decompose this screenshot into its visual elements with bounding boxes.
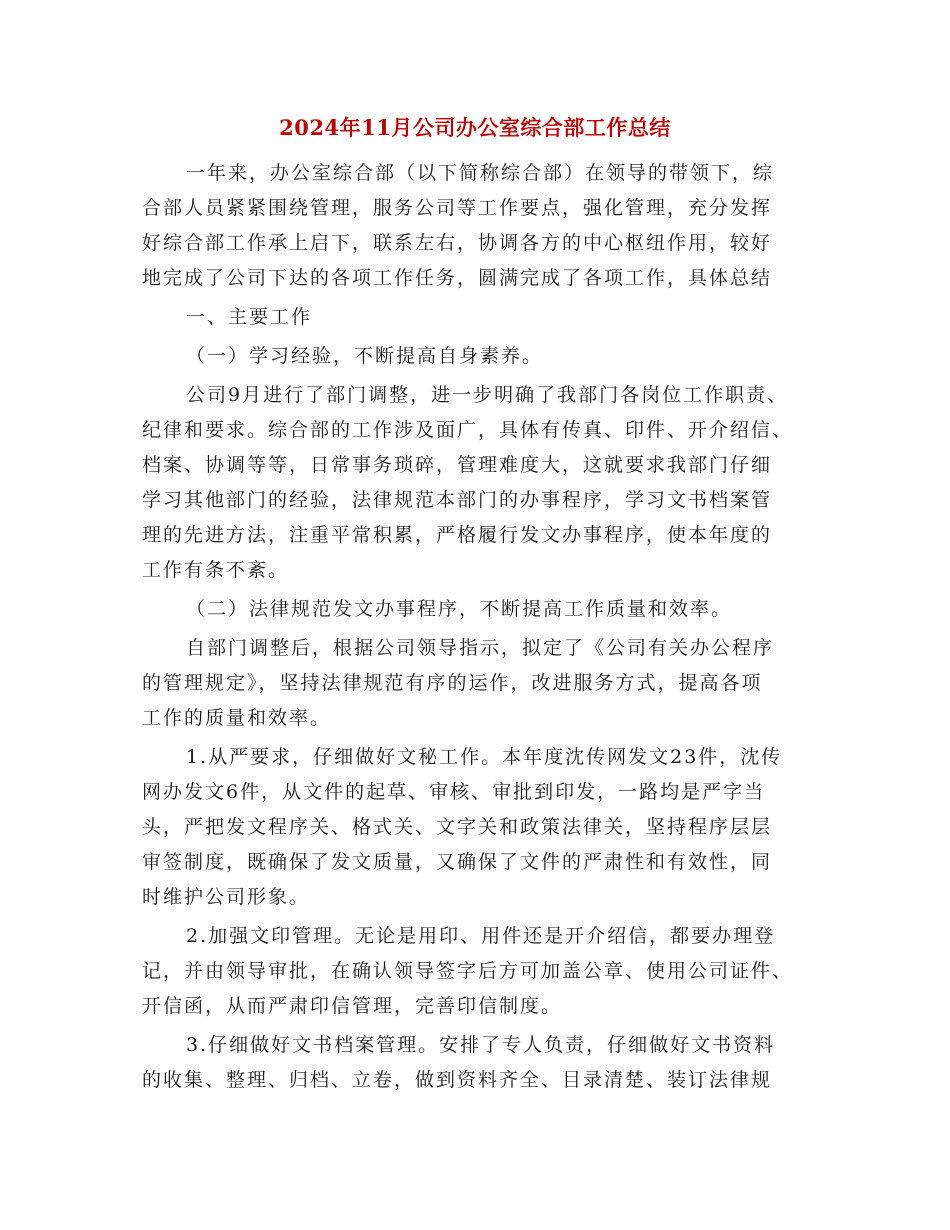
text-line: 网办发文6件，从文件的起草、审核、审批到印发，一路均是严字当 xyxy=(142,781,766,803)
paragraph-regulations xyxy=(142,631,807,736)
text-line: 学习其他部门的经验，法律规范本部门的办事程序，学习文书档案管 xyxy=(142,489,773,511)
paragraph-item-3 xyxy=(142,1028,807,1098)
text-line: 时维护公司形象。 xyxy=(142,886,311,908)
text-line: 的管理规定》，坚持法律规范有序的运作，改进服务方式，提高各项 xyxy=(142,672,763,694)
text-line: 合部人员紧紧围绕管理，服务公司等工作要点，强化管理，充分发挥 xyxy=(142,197,773,219)
subheading-learning xyxy=(142,339,807,374)
text-line: 自部门调整后，根据公司领导指示，拟定了《公司有关办公程序 xyxy=(186,637,775,659)
text-line: 的收集、整理、归档、立卷，做到资料齐全、目录清楚、装订法律规 xyxy=(142,1069,773,1091)
text-line: 档案、协调等等，日常事务琐碎，管理难度大，这就要求我部门仔细 xyxy=(142,454,773,476)
text-line: 好综合部工作承上启下，联系左右，协调各方的中心枢纽作用，较好 xyxy=(142,232,773,254)
paragraph-item-2 xyxy=(142,919,807,1024)
document-title: 2024年11月公司办公室综合部工作总结 xyxy=(279,115,671,140)
paragraph-item-1 xyxy=(142,740,807,915)
text-line: 一、主要工作 xyxy=(186,306,313,328)
text-line: 2.加强文印管理。无论是用印、用件还是开介绍信，都要办理登 xyxy=(186,925,776,947)
text-line: 公司9月进行了部门调整，进一步明确了我部门各岗位工作职责、 xyxy=(186,384,789,406)
text-line: 一年来，办公室综合部（以下简称综合部）在领导的带领下，综 xyxy=(186,162,775,184)
section-heading-main-work xyxy=(142,300,807,335)
text-line: 工作有条不紊。 xyxy=(142,559,290,581)
text-line: 开信函，从而严肃印信管理，完善印信制度。 xyxy=(142,995,563,1017)
paragraph-department-adjustment xyxy=(142,378,807,588)
text-line: 地完成了公司下达的各项工作任务，圆满完成了各项工作，具体总结 xyxy=(142,267,773,289)
paragraph-intro xyxy=(142,156,807,296)
text-line: 纪律和要求。综合部的工作涉及面广，具体有传真、印件、开介绍信、 xyxy=(142,419,794,441)
text-line: 工作的质量和效率。 xyxy=(142,707,332,729)
text-line: （一）学习经验，不断提高自身素养。 xyxy=(186,345,544,367)
text-line: 头，严把发文程序关、格式关、文字关和政策法律关，坚持程序层层 xyxy=(142,816,773,838)
text-line: 3.仔细做好文书档案管理。安排了专人负责，仔细做好文书资料 xyxy=(186,1034,776,1056)
text-line: 记，并由领导审批，在确认领导签字后方可加盖公章、使用公司证件、 xyxy=(142,960,794,982)
subheading-procedures xyxy=(142,592,807,627)
text-line: 审签制度，既确保了发文质量，又确保了文件的严肃性和有效性，同 xyxy=(142,851,773,873)
text-line: （二）法律规范发文办事程序，不断提高工作质量和效率。 xyxy=(186,598,733,620)
document-body xyxy=(142,156,807,1098)
text-line: 1.从严要求，仔细做好文秘工作。本年度沈传网发文23件，沈传 xyxy=(186,746,783,768)
text-line: 理的先进方法，注重平常积累，严格履行发文办事程序，使本年度的 xyxy=(142,524,773,546)
